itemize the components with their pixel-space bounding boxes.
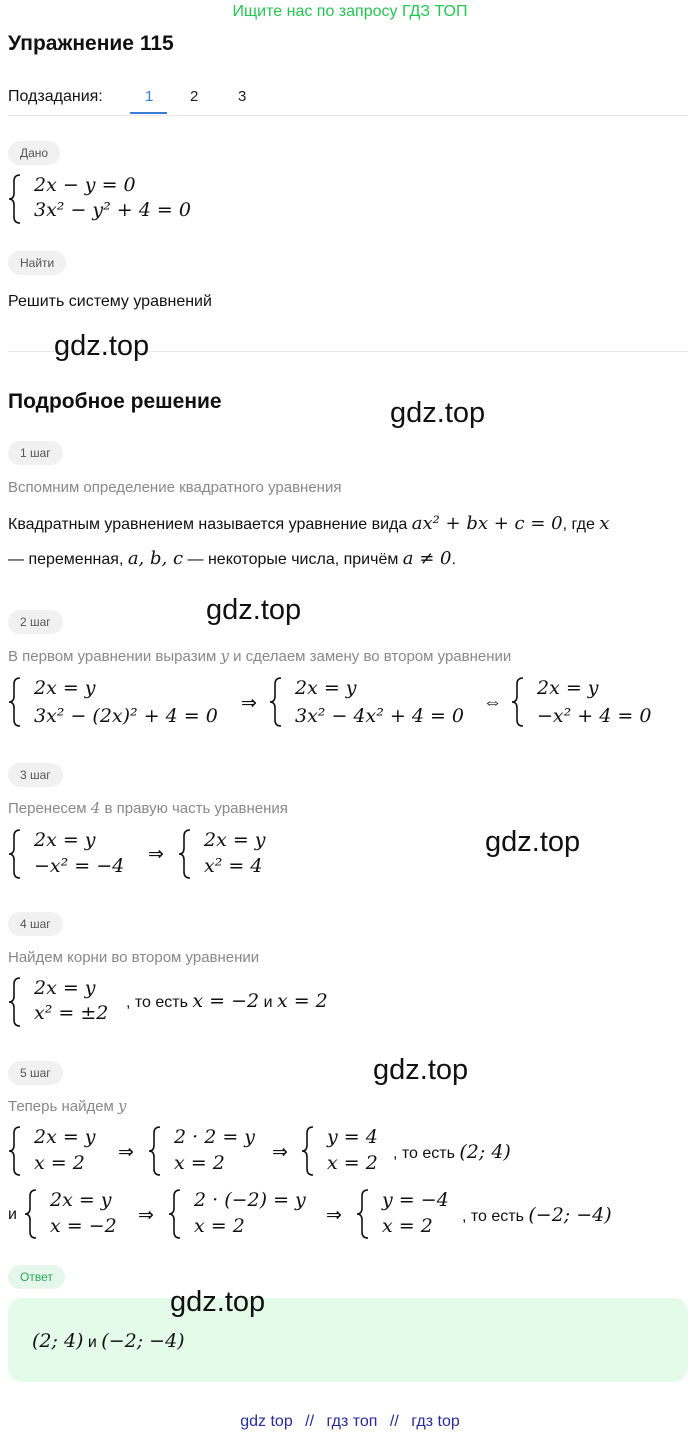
- brace-icon: [8, 977, 22, 1027]
- step-caption: Перенесем 4 в правую часть уравнения: [8, 799, 288, 817]
- brace-icon: [301, 1126, 315, 1176]
- brace-icon: [178, 829, 192, 879]
- brace-icon: [148, 1126, 162, 1176]
- answer-text: (2; 4) и (−2; −4): [32, 1330, 185, 1352]
- step-caption: Найдем корни во втором уравнении: [8, 949, 260, 966]
- step-badge: 5 шаг: [8, 1061, 63, 1085]
- brace-icon: [511, 677, 525, 727]
- subtask-tab-3[interactable]: 3: [238, 88, 247, 105]
- footer-separator: //: [305, 1413, 315, 1430]
- step-badge: 1 шаг: [8, 441, 63, 465]
- brace-icon: [168, 1189, 182, 1239]
- footer-link[interactable]: gdz top: [240, 1413, 293, 1430]
- page-title: Упражнение 115: [8, 32, 174, 55]
- step-caption: В первом уравнении выразим y и сделаем замену во втором уравнении: [8, 647, 512, 665]
- implies-symbol: ⇒: [241, 693, 257, 714]
- brace-icon: [8, 174, 22, 224]
- watermark: gdz.top: [170, 1286, 266, 1318]
- subtask-tab-2[interactable]: 2: [190, 88, 199, 105]
- footer-link[interactable]: гдз топ: [326, 1413, 378, 1430]
- brace-icon: [8, 1126, 22, 1176]
- brace-icon: [356, 1189, 370, 1239]
- promo-banner: Ищите нас по запросу ГДЗ ТОП: [232, 3, 468, 20]
- system-line: 2x − y = 0: [34, 174, 136, 196]
- watermark: gdz.top: [485, 826, 581, 858]
- step-caption: Теперь найдем y: [8, 1097, 127, 1115]
- find-text: Решить систему уравнений: [8, 293, 212, 310]
- solution-title: Подробное решение: [8, 390, 222, 413]
- step-caption: Вспомним определение квадратного уравнения: [8, 479, 342, 496]
- watermark: gdz.top: [390, 397, 486, 429]
- given-badge: Дано: [8, 141, 60, 165]
- implies-symbol: ⇒: [138, 1205, 154, 1226]
- watermark: gdz.top: [373, 1054, 469, 1086]
- subtask-tab-1[interactable]: 1: [145, 88, 154, 105]
- step-text: — переменная, a, b, c — некоторые числа, причём a ≠ 0.: [8, 548, 456, 569]
- answer-badge: Ответ: [8, 1265, 65, 1289]
- find-badge: Найти: [8, 251, 66, 275]
- footer-links: [0, 1413, 700, 1431]
- subtasks-label: Подзадания:: [8, 88, 103, 105]
- watermark: gdz.top: [206, 594, 302, 626]
- system-line: 3x² − y² + 4 = 0: [34, 199, 191, 221]
- footer-separator: //: [389, 1413, 399, 1430]
- brace-icon: [8, 677, 22, 727]
- conjunction-text: и: [8, 1206, 17, 1223]
- implies-symbol: ⇒: [118, 1142, 134, 1163]
- step-result: , то есть (2; 4): [393, 1141, 511, 1163]
- step-text: Квадратным уравнением называется уравнение вида ax² + bx + c = 0, где x: [8, 513, 610, 534]
- brace-icon: [8, 829, 22, 879]
- brace-icon: [269, 677, 283, 727]
- brace-icon: [24, 1189, 38, 1239]
- step-badge: 2 шаг: [8, 610, 63, 634]
- equivalence-symbol: ⇔: [483, 692, 502, 713]
- footer-link[interactable]: гдз top: [411, 1413, 460, 1430]
- step-result: , то есть x = −2 и x = 2: [126, 990, 328, 1012]
- step-badge: 3 шаг: [8, 763, 63, 787]
- implies-symbol: ⇒: [272, 1142, 288, 1163]
- watermark: gdz.top: [54, 330, 150, 362]
- implies-symbol: ⇒: [148, 844, 164, 865]
- step-result: , то есть (−2; −4): [462, 1204, 612, 1226]
- step-badge: 4 шаг: [8, 912, 63, 936]
- divider: [8, 115, 688, 116]
- implies-symbol: ⇒: [326, 1205, 342, 1226]
- active-tab-indicator: [130, 112, 167, 114]
